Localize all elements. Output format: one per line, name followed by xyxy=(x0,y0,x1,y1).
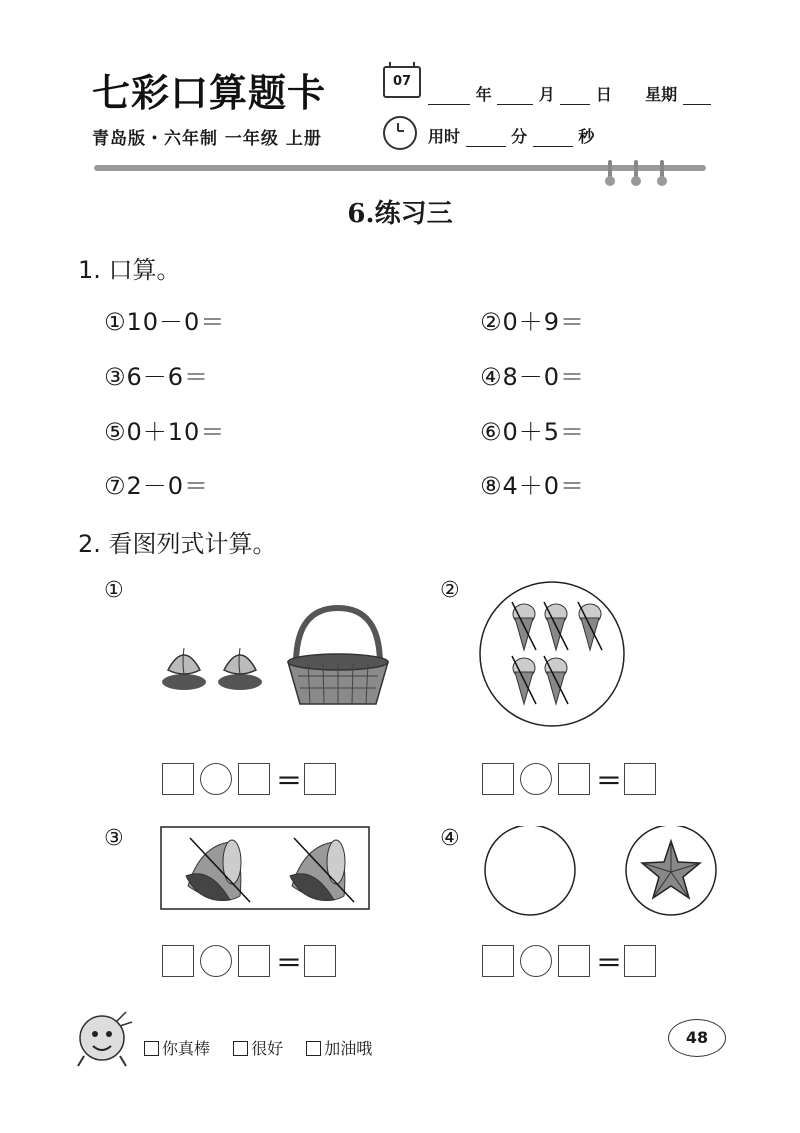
equation-row-1 xyxy=(162,762,342,796)
peaches-basket-picture xyxy=(158,604,398,712)
empty-circle xyxy=(485,826,575,915)
page-number: 48 xyxy=(668,1019,726,1057)
operator-circle[interactable] xyxy=(200,945,232,977)
equation-row-3 xyxy=(162,944,342,978)
rating-option-great[interactable]: 你真棒 xyxy=(144,1039,210,1058)
operator-circle[interactable] xyxy=(520,763,552,795)
calendar-icon xyxy=(383,66,421,98)
self-rating-options xyxy=(144,1036,390,1059)
problem-6: ⑥0＋5＝ xyxy=(480,418,586,446)
peach-icon xyxy=(218,648,262,690)
year-label: 年 xyxy=(475,85,492,104)
rating-option-good[interactable]: 很好 xyxy=(233,1039,283,1058)
answer-box[interactable] xyxy=(558,945,590,977)
answer-box[interactable] xyxy=(238,763,270,795)
problem-8: ⑧4＋0＝ xyxy=(480,472,586,500)
seconds-label: 秒 xyxy=(578,127,595,146)
problem-5: ⑤0＋10＝ xyxy=(104,418,226,446)
day-label: 日 xyxy=(595,85,612,104)
checkbox[interactable] xyxy=(233,1041,248,1056)
peach-icon xyxy=(162,648,206,690)
section2-title: 2. 看图列式计算。 xyxy=(78,530,277,558)
picture-3-label: ③ xyxy=(104,826,124,851)
answer-box[interactable] xyxy=(482,945,514,977)
answer-box[interactable] xyxy=(304,763,336,795)
minutes-label: 分 xyxy=(511,127,528,146)
equation-row-4 xyxy=(482,944,662,978)
equation-row-2 xyxy=(482,762,662,796)
calendar-day: 07 xyxy=(392,74,412,89)
equals-sign: ＝ xyxy=(596,767,623,797)
checkbox[interactable] xyxy=(144,1041,159,1056)
picture-2-label: ② xyxy=(440,578,460,603)
picture-4-label: ④ xyxy=(440,826,460,851)
weekday-label: 星期 xyxy=(645,85,678,104)
time-used-label: 用时 xyxy=(428,127,461,146)
header-divider xyxy=(94,165,706,171)
brand-title: 七彩口算题卡 xyxy=(92,70,327,115)
lesson-title: 6.练习三 xyxy=(347,199,453,229)
problem-1: ①10－0＝ xyxy=(104,308,226,336)
edition-label: 青岛版・六年制 一年级 上册 xyxy=(92,129,322,149)
binder-pin-icon xyxy=(634,160,638,182)
problem-3: ③6－6＝ xyxy=(104,363,210,391)
circles-star-picture xyxy=(482,826,722,918)
equals-sign: ＝ xyxy=(596,949,623,979)
answer-box[interactable] xyxy=(162,763,194,795)
answer-box[interactable] xyxy=(482,763,514,795)
binder-pin-icon xyxy=(608,160,612,182)
answer-box[interactable] xyxy=(624,763,656,795)
equals-sign: ＝ xyxy=(276,767,303,797)
binder-pin-icon xyxy=(660,160,664,182)
rating-option-keep-going[interactable]: 加油哦 xyxy=(306,1039,372,1058)
date-line xyxy=(428,82,711,105)
problem-2: ②0＋9＝ xyxy=(480,308,586,336)
answer-box[interactable] xyxy=(238,945,270,977)
operator-circle[interactable] xyxy=(200,763,232,795)
ice-cream-circle-picture xyxy=(472,580,632,728)
problem-4: ④8－0＝ xyxy=(480,363,586,391)
time-used-line xyxy=(428,124,594,147)
corn-box-picture xyxy=(160,826,372,912)
answer-box[interactable] xyxy=(162,945,194,977)
alarm-clock-icon xyxy=(383,116,417,150)
answer-box[interactable] xyxy=(304,945,336,977)
picture-1-label: ① xyxy=(104,578,124,603)
basket-icon xyxy=(288,608,388,704)
operator-circle[interactable] xyxy=(520,945,552,977)
problem-7: ⑦2－0＝ xyxy=(104,472,210,500)
cartoon-mascot-icon xyxy=(72,1004,136,1070)
equals-sign: ＝ xyxy=(276,949,303,979)
month-label: 月 xyxy=(538,85,555,104)
answer-box[interactable] xyxy=(558,763,590,795)
section1-title: 1. 口算。 xyxy=(78,256,181,284)
answer-box[interactable] xyxy=(624,945,656,977)
checkbox[interactable] xyxy=(306,1041,321,1056)
